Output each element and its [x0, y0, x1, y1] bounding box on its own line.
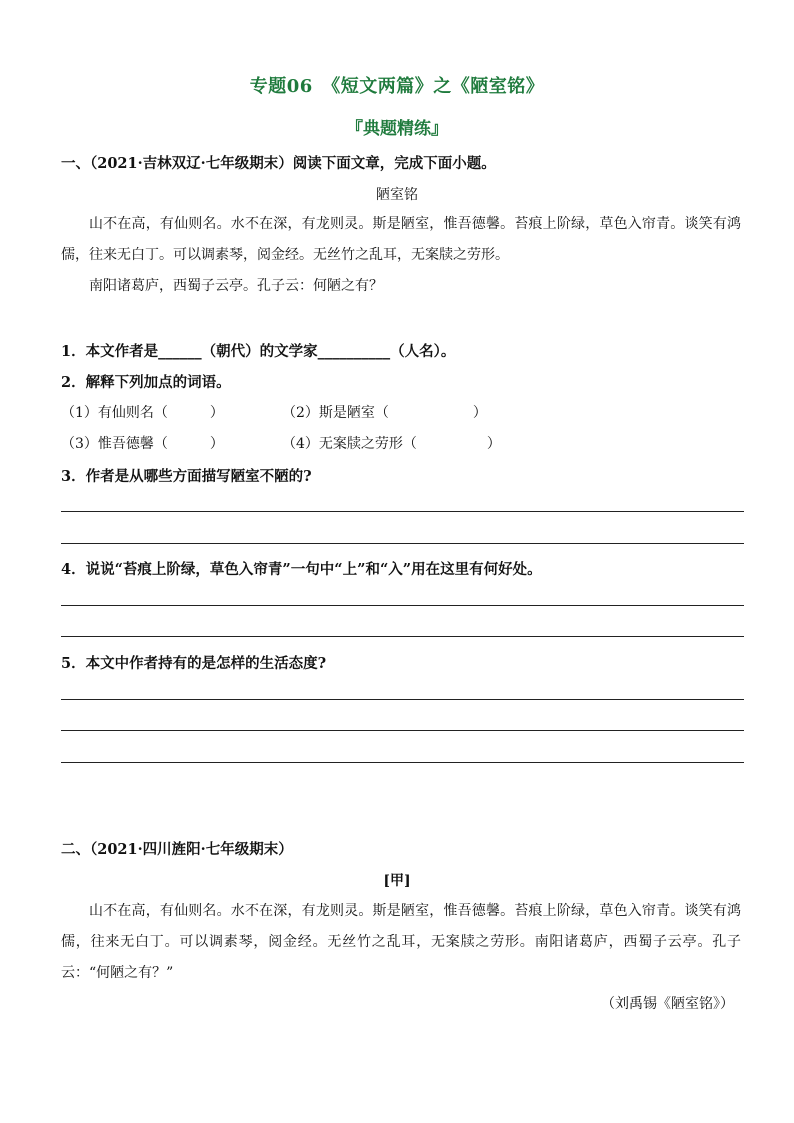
answer-line [61, 762, 744, 763]
question-5: 5．本文中作者持有的是怎样的生活态度? [61, 655, 327, 672]
question-4: 4．说说“苔痕上阶绿，草色入帘青”一句中“上”和“入”用在这里有何好处。 [61, 561, 542, 578]
answer-line [61, 730, 744, 731]
answer-line [61, 636, 744, 637]
question-2-item-1: （1）有仙则名（ ） [61, 405, 224, 421]
answer-line [61, 699, 744, 700]
section2-heading: 二、（2021·四川旌阳·七年级期末） [61, 841, 293, 858]
passage-label: [甲] [383, 873, 411, 889]
passage-title: 陋室铭 [376, 187, 418, 203]
question-2-item-4: （4）无案牍之劳形（ ） [282, 436, 501, 452]
answer-line [61, 605, 744, 606]
passage-paragraph-1: 山不在高，有仙则名。水不在深，有龙则灵。斯是陋室，惟吾德馨。苔痕上阶绿，草色入帘青。谈笑有鸿儒，往来无白丁。可以调素琴，阅金经。无丝竹之乱耳，无案牍之劳形。 [61, 216, 741, 263]
page-title: 专题06 《短文两篇》之《陋室铭》 [249, 76, 545, 97]
answer-line [61, 511, 744, 512]
page-subtitle: 『典题精练』 [346, 119, 448, 139]
answer-line [61, 543, 744, 544]
question-3: 3．作者是从哪些方面描写陋室不陋的? [61, 468, 312, 485]
question-2-item-2: （2）斯是陋室（ ） [282, 405, 487, 421]
question-2-item-3: （3）惟吾德馨（ ） [61, 436, 224, 452]
passage-paragraph-2: 南阳诸葛庐，西蜀子云亭。孔子云：何陋之有？ [89, 278, 383, 294]
passage-paragraph: 山不在高，有仙则名。水不在深，有龙则灵。斯是陋室，惟吾德馨。苔痕上阶绿，草色入帘青。谈笑有鸿儒，往来无白丁。可以调素琴，阅金经。无丝竹之乱耳，无案牍之劳形。南阳诸葛庐，西蜀子云亭。孔子云：“何陋之有？” [61, 903, 741, 981]
passage-source: （刘禹锡《陋室铭》） [601, 996, 734, 1012]
section1-heading: 一、（2021·吉林双辽·七年级期末）阅读下面文章，完成下面小题。 [61, 155, 496, 172]
question-1: 1．本文作者是______（朝代）的文学家__________（人名）。 [61, 343, 456, 360]
question-2: 2．解释下列加点的词语。 [61, 374, 231, 391]
